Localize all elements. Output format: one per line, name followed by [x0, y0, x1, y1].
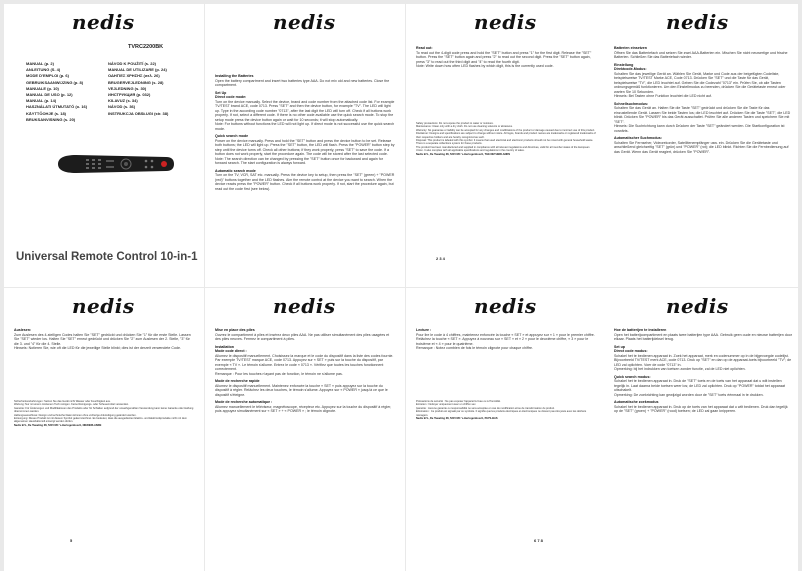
heading: Auslesen:	[14, 328, 32, 332]
note: Opmerking: bij het indrukken van toetsen zonder functie, zal de LED niet oplichten.	[614, 367, 746, 371]
heading: Schnellsuchmodus:	[614, 101, 649, 106]
paragraph: Schalten Sie Fernseher, Videorekorder, Satellitenempfänger usw. ein. Drücken Sie die Gerätetaste und anschließend gleichzeitig "SET" (grün) und "POWER" (rot); die LED blinkt. Richten Sie die Fernbedienung auf das Gerät. Wenn das Gerät reagiert, drücken Sie "POWER".	[614, 140, 789, 154]
brand-logo: nedis	[72, 10, 135, 34]
note: Hinweis: Notieren Sie, wie oft die LED für die jeweilige Stelle blinkt; dies ist der derzeit verwendete Code.	[14, 346, 181, 350]
paragraph: Allumez le dispositif manuellement. Choisissez la marque et le code du dispositif dans la liste des codes fournie. Par exemple TV/TEST marque ACE, code 0713. Appuyez sur « SET » puis sur la touche du dispositif, par exemple « TV ». Le témoin s'allume. Entrez le code « 0713 ». Vérifiez que toutes les touches fonctionnent correctement.	[215, 353, 394, 371]
heading: Direct code mode:	[215, 95, 247, 99]
safety-text: Élimination : Ce produit est signalé par ce symbole. Il signifie que les produits électriques et électroniques ne doivent pas être jetés avec les déchets ménagers.	[416, 410, 587, 417]
safety-text: Maintenance: Clean only with a dry cloth. Do not use cleaning solvents or abrasives.	[416, 125, 513, 129]
heading: Set up	[614, 344, 625, 349]
heading: Hoe de batterijen te installeren	[614, 328, 667, 332]
page-text	[14, 328, 194, 351]
brand-logo: nedis	[72, 294, 135, 318]
french-page-2	[406, 288, 606, 571]
paragraph: Schakel het te bedienen apparaat in. Druk de "SET" toets en de toets van het apparaat dat u wilt instellen tegelijk in. Laat daarna beide toetsen weer los; de LED zal oplichten. Druk op "POWER" totdat het apparaat uitschakelt.	[614, 379, 785, 392]
page-text	[215, 74, 395, 191]
language-item: NÁVOD K POUŽITÍ (s. 22)	[108, 61, 157, 66]
note: Opmerking: De zoekrichting kan gewijzigd worden door de "SET" toets éénmaal in te drukken.	[614, 392, 764, 397]
paragraph: Schakel het te bedienen apparaat in. Zoek het apparaat, merk en codenummer op in de bijgevoegde codelijst. Bijvoorbeeld TV/TEST merk ACE, code 0713. Druk op "SET" en dan op de apparaat-toets bijvoorbeeld "TV"; de LED zal oplichten. Voer de code "0713" in.	[614, 353, 792, 367]
language-item: MODE D'EMPLOI (p. 6)	[26, 73, 69, 79]
page-number: 5	[70, 538, 73, 543]
heading: Batterien einsetzen	[614, 46, 647, 50]
heading: Set Up	[215, 90, 227, 95]
page-text	[416, 328, 596, 351]
heading: Automatic search mode	[215, 168, 256, 173]
safety-text: Wartung: Nur mit einem trockenen Tuch reinigen. Keine Reinigungs- oder Scheuermittel verwenden.	[14, 403, 129, 407]
safety-text: Garantie: Für Änderungen und Modifikationen des Produkts oder für Schäden aufgrund der unsachgemäßen Verwendung kann keine Garantie oder Haftung übernommen werden.	[14, 406, 194, 414]
manual-title: Universal Remote Control 10-in-1	[16, 251, 198, 263]
language-item: ΟΔΗΓΙΕΣ ΧΡΗΣΗΣ (σελ. 26)	[108, 73, 160, 79]
page-number: 6 7 8	[534, 538, 543, 543]
safety-text: Haftungsausschluss: Design und technische Daten können ohne vorherige Ankündigung geändert werden.	[14, 413, 137, 417]
heading: Quick search mode	[215, 134, 249, 138]
paragraph: Allumez manuellement le téléviseur, magnétoscope, récepteur etc. Appuyez sur la touche du dispositif à régler, puis appuyez simultanément sur « SET » + « POWER » ; le témoin clignote.	[215, 404, 392, 413]
heading: Quick search modus:	[614, 374, 651, 379]
language-item: BRUKSANVISNING (s. 20)	[26, 116, 76, 122]
note: Remarque : Notez combien de fois le témoin clignote pour chaque chiffre.	[416, 346, 533, 350]
heading: Automatische zoekmodus	[614, 400, 659, 404]
language-item: ИНСТРУКЦИЯ (p. 032)	[108, 92, 151, 98]
heading: Mise en place des piles	[215, 328, 255, 332]
english-page-2	[406, 4, 606, 287]
brand-logo: nedis	[474, 10, 537, 34]
heading: Mode code direct :	[215, 349, 247, 353]
french-page-1	[205, 288, 405, 571]
brand-logo: nedis	[273, 10, 336, 34]
language-item: HASZNÁLATI ÚTMUTATÓ (o. 16)	[26, 104, 88, 110]
brand-logo: nedis	[666, 10, 729, 34]
heading: Lecture :	[416, 328, 432, 332]
brand-logo: nedis	[474, 294, 537, 318]
safety-text: Précautions de sécurité : Ne pas exposer l'appareil à l'eau ou à l'humidité.	[416, 400, 501, 403]
safety-section	[416, 122, 596, 156]
language-index-left	[26, 61, 87, 123]
brand-logo: nedis	[273, 294, 336, 318]
paragraph: Schalten Sie das jeweilige Gerät an. Wählen Sie Gerät, Marke und Code aus der beigefügten Codeliste, beispielsweise TV/TEST Marke ACE, Code 0713. Drücken Sie "SET" und die Taste für das Gerät, beispielsweise "TV", die LED leuchtet auf. Geben Sie die Codezahl "0713" ein. Prüfen Sie, ob alle Tasten ordnungsgemäß funktionieren. Um den Einstellmodus zu beenden, drücken Sie die Gerätetaste erneut oder warten Sie 10 Sekunden.	[614, 71, 786, 94]
paragraph: Schalten Sie das Gerät an. Halten Sie die Taste "SET" gedrückt und drücken Sie die Taste für das einzustellende Gerät. Lassen Sie beide Tasten los; die LED leuchtet auf. Drücken Sie die Taste "SET", die LED blinkt. Drücken Sie "POWER" bis das Gerät ausschaltet. Prüfen Sie alle anderen Tasten und speichern Sie mit "SET".	[614, 106, 791, 124]
language-item: NÁVOD (s. 36)	[108, 104, 136, 110]
safety-text: Disclaimer: Designs and specifications are subject to change without notice. All logos, brands and product names are trademarks or registered trademarks of their respective holders and are hereby recognized as such.	[416, 132, 596, 139]
note: Hinweis: Die Suchrichtung kann durch Drücken der Taste "SET" geändert werden. Die Startkonfiguration ist vorwärts.	[614, 124, 785, 133]
heading: Installation	[215, 344, 234, 349]
paragraph: Ouvrez le compartiment à piles et insérez deux piles AAA. Ne pas utiliser simultanément des piles usagées et des piles neuves. Fermez le compartiment à piles.	[215, 332, 390, 341]
german-page-2	[4, 288, 204, 571]
product-code: TVRC2200BK	[128, 44, 164, 50]
paragraph: Öffnen Sie das Batteriefach und setzen Sie zwei AAA-Batterien ein. Mischen Sie nicht neuwertige und frische Batterien. Schließen Sie das Batteriefach wieder.	[614, 50, 788, 59]
language-item: MANUAL (p. 2)	[26, 61, 54, 66]
safety-text: Entretien : Nettoyer uniquement avec un chiffon sec.	[416, 403, 477, 407]
paragraph: Pour lire le code à 4 chiffres, maintenez enfoncée la touche « SET » et appuyez sur « 1 » pour le premier chiffre. Relâchez la touche « SET ». Appuyez à nouveau sur « SET » et « 2 » pour le deuxième chiffre, « 3 » pour le troisième et « 4 » pour le quatrième.	[416, 332, 595, 346]
page-text	[215, 328, 395, 414]
heading: Automatischer Suchmodus:	[614, 136, 662, 140]
heading: Direktcode-Modus:	[614, 67, 647, 71]
note: Note: Write down how often LED flashes by which digit, this is the currently used code.	[416, 64, 554, 68]
safety-text: Sicherheitsvorkehrungen: Setzen Sie das Gerät nicht Wasser oder Feuchtigkeit aus.	[14, 400, 111, 403]
heading: Installing the Batteries	[215, 74, 254, 78]
heading: Direct code modus:	[614, 349, 648, 353]
safety-section	[14, 400, 194, 427]
paragraph: Open the battery compartment and insert two batteries type AAA. Do not mix old and new batteries. Close the compartment.	[215, 78, 390, 87]
note: Hinweis: Bei Tasten ohne Funktion leuchtet die LED nicht auf.	[614, 94, 713, 98]
language-item: ANLEITUNG (S. 4)	[26, 67, 61, 73]
paragraph: Power on the device manually. Press and hold the "SET" button and press the device button to be set. Release both buttons; the LED will light up. Press the "SET" button, the LED will flash. Press the "POWER" button step by step until the device turns off. Check all other buttons; if they work properly, press "SET" to save the code. If a button does not work properly, start the procedure again. The code will be stored after the last selected code.	[215, 138, 395, 156]
paragraph: To read out the 4-digit code press and hold the "SET" button and press "1" for the first digit. Release the "SET" button. Press the "SET" button again and press "2" to read out the second digit. Press the "SET" button again, press "3" to read out the third digit and "4" to read the fourth digit.	[416, 50, 592, 64]
note: Note: For buttons without functions the LED will not light up. If direct mode is not successful use the quick search mode.	[215, 122, 395, 131]
paragraph: Schakel het te bedienen apparaat in. Druk op de toets van het apparaat dat u wilt bedienen. Druk dan tegelijk op de "SET" (groen) + "POWER" (rood) toetsen; de LED zal gaan knipperen.	[614, 404, 788, 413]
language-item: KÄYTTÖOHJE (s. 18)	[26, 110, 67, 116]
note: Note: The search direction can be changed by pressing the "SET" button once for backward and again for forward search. The start configuration is always forward.	[215, 156, 383, 165]
language-item: GEBRUIKSAANWIJZING (p. 8)	[26, 79, 84, 85]
dutch-page-1	[598, 288, 798, 571]
language-item: MANUAL DE USO (p. 12)	[26, 92, 73, 98]
safety-text: Warranty: No guarantee or liability can be accepted for any changes and modifications of the product or damage caused due to incorrect use of this product.	[416, 128, 595, 132]
company-address: Nedis B.V., De Tweeling 28, 5215 MC 's-Hertogenbosch, PAYS-BAS	[416, 417, 498, 421]
cover-page	[4, 4, 204, 287]
language-item: MANUAL (p. 14)	[26, 98, 57, 104]
page-number: 2 3 4	[436, 256, 445, 261]
english-page-1	[205, 4, 405, 287]
paragraph: Allumez le dispositif manuellement. Maintenez enfoncée la touche « SET » puis appuyez sur la touche du dispositif à régler. Relâchez les deux touches, le témoin s'allume. Appuyez sur « POWER » jusqu'à ce que le dispositif s'éteigne.	[215, 383, 388, 397]
language-item: MANUALE (p. 10)	[26, 85, 59, 91]
page-text	[614, 46, 792, 154]
language-index-right	[108, 61, 168, 117]
safety-text: The product has been manufactured and supplied in compliance with all relevant regulations and directives, valid for all member states of the European Union. It also complies with all applicable specifications and regulations in the country of sales.	[416, 145, 590, 153]
note: Remarque : Pour les touches n'ayant pas de fonction, le témoin ne s'allume pas.	[215, 371, 343, 376]
heading: Mode de recherche automatique :	[215, 400, 273, 404]
german-page-1	[598, 4, 798, 287]
language-item: BRUGERVEJLEDNING (s. 28)	[108, 79, 164, 85]
safety-text: Garantie : Aucune garantie ou responsabilité ne sera acceptée en cas de modification et/ou de transformation du produit.	[416, 406, 555, 410]
company-address: Nedis B.V., De Tweeling 28, 5215 MC 's-Hertogenbosch, NIEDERLANDE	[14, 423, 102, 427]
remote-control-image	[56, 152, 176, 176]
language-item: KILAVUZ (s. 34)	[108, 98, 138, 104]
paragraph: Turn on the TV, VCR, SAT etc. manually. Press the device key to setup, then press the "SET" (green) + "POWER (red)" buttons together and the LED flashes. Aim the remote control at the device you want to search. When the device reacts press the "POWER" button. Check if all buttons work properly. If not, start the procedure again, but read out the code first (see below).	[215, 173, 395, 191]
page-text	[614, 328, 792, 414]
paragraph: Zum Auslesen des 4-stelligen Codes halten Sie "SET" gedrückt und drücken Sie "1" für die erste Stelle. Lassen Sie "SET" wieder los. Halten Sie "SET" erneut gedrückt und drücken Sie "2" zum Auslesen der 2. Stelle, "3" für die 3. und "4" für die 4. Stelle.	[14, 332, 191, 346]
language-item: INSTRUKCJA OBSŁUGI (str. 38)	[108, 110, 169, 116]
company-address: Nedis B.V., De Tweeling 28, 5215 MC 's-Hertogenbosch, THE NETHERLANDS	[416, 152, 511, 156]
safety-text: Entsorgung: Dieses Produkt ist mit diesem Symbol gekennzeichnet. Es bedeutet, dass die ausgedienten Elektro- und Elektronikprodukte nicht mit dem allgemeinen Haushaltsmüll entsorgt werden dürfen.	[14, 417, 187, 424]
paragraph: Turn on the device manually. Select the device, brand and code number from the attached code list. For example TV/TEST brand ACE, code 0713. Press "SET" and then the device button, for example "TV". The LED will light up. Type in the according code number "0713", after the last digit the LED will turn off. Check if all buttons work properly. If not, select a different code. If there is no other code available use the quick search mode. To stop the setup mode press the device button again or wait for 10 seconds; it will stop automatically.	[215, 99, 395, 122]
brand-logo: nedis	[666, 294, 729, 318]
paragraph: Open het batterijcompartiment en plaats twee batterijen type AAA. Gebruik geen oude en nieuwe batterijen door elkaar. Plaats het batterijdeksel terug.	[614, 332, 793, 341]
safety-section	[416, 400, 596, 420]
safety-text: Safety precautions: Do not expose the product to water or moisture.	[416, 122, 494, 125]
heading: Einstellung	[614, 62, 634, 67]
safety-text: Disposal: This product is labeled with this symbol. It means that used electrical and electronic products should not be mixed with general household waste. There is a separate collections system for these products.	[416, 139, 594, 146]
language-item: VEJLEDNING (s. 30)	[108, 85, 147, 91]
language-item: MANUAL DE UTILIZARE (p. 24)	[108, 67, 167, 73]
page-text	[416, 46, 596, 69]
heading: Mode de recherche rapide	[215, 379, 260, 383]
heading: Read out:	[416, 46, 433, 50]
